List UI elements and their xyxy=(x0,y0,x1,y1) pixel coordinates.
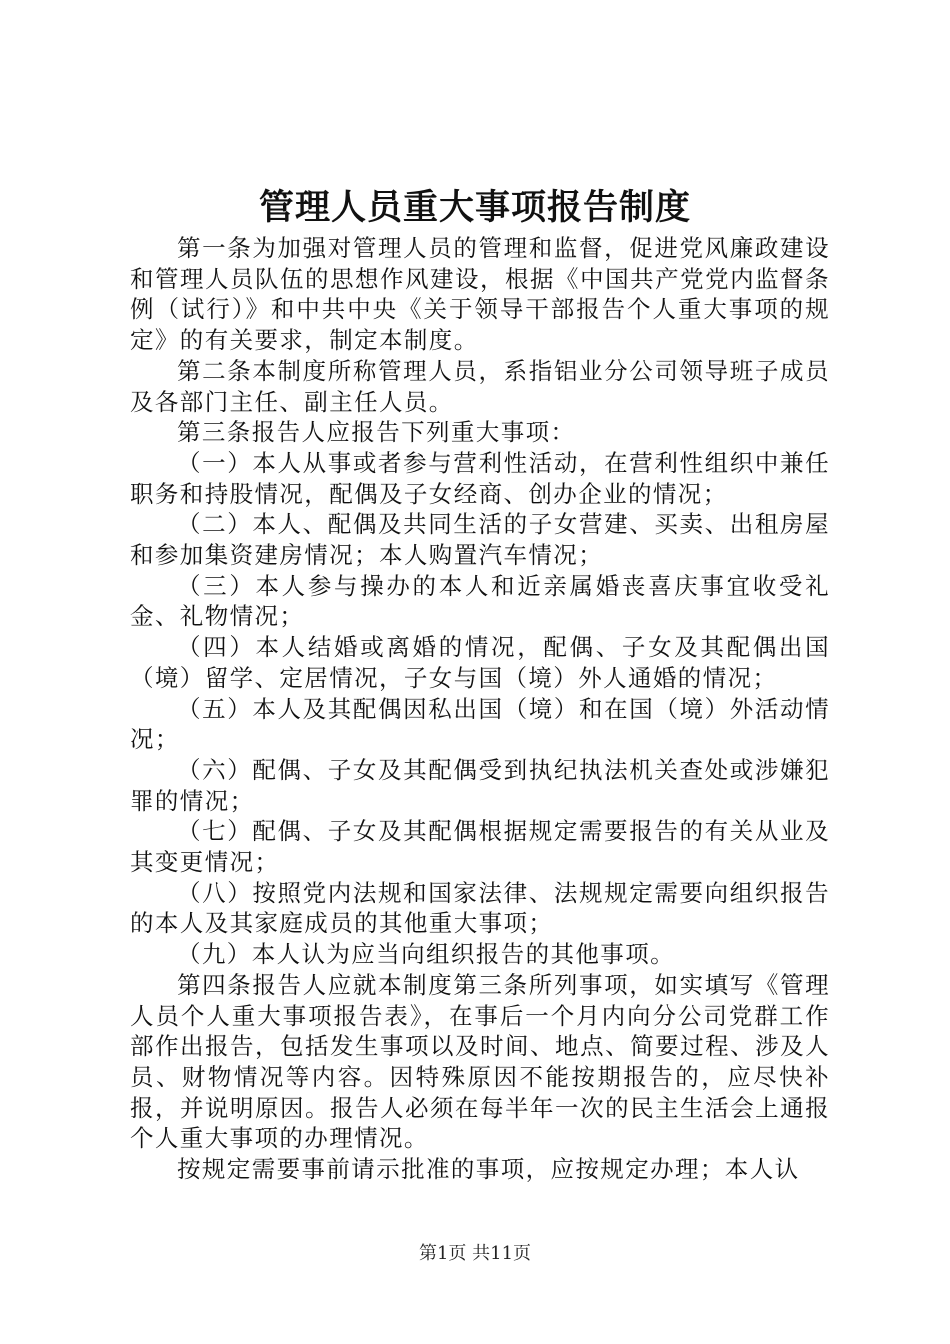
paragraph-item-6: （六）配偶、子女及其配偶受到执纪执法机关查处或涉嫌犯罪的情况； xyxy=(130,755,830,815)
paragraph-item-2: （二）本人、配偶及共同生活的子女营建、买卖、出租房屋和参加集资建房情况；本人购置汽车情况； xyxy=(130,510,830,570)
paragraph-article-3: 第三条报告人应报告下列重大事项： xyxy=(177,418,576,447)
paragraph-item-5: （五）本人及其配偶因私出国（境）和在国（境）外活动情况； xyxy=(130,694,830,754)
document-title: 管理人员重大事项报告制度 xyxy=(258,187,691,228)
page-number-footer: 第1页 共11页 xyxy=(418,1243,532,1264)
paragraph-item-1: （一）本人从事或者参与营利性活动，在营利性组织中兼任职务和持股情况，配偶及子女经商、创办企业的情况； xyxy=(130,448,830,508)
paragraph-item-8: （八）按照党内法规和国家法律、法规规定需要向组织报告的本人及其家庭成员的其他重大事项； xyxy=(130,878,830,938)
paragraph-article-4: 第四条报告人应就本制度第三条所列事项，如实填写《管理人员个人重大事项报告表》，在事后一个月内向分公司党群工作部作出报告，包括发生事项以及时间、地点、简要过程、涉及人员、财物情况等内容。因特殊原因不能按期报告的，应尽快补报，并说明原因。报告人必须在每半年一次的民主生活会上通报个人重大事项的办理情况。 xyxy=(130,970,830,1153)
paragraph-item-3: （三）本人参与操办的本人和近亲属婚丧喜庆事宜收受礼金、礼物情况； xyxy=(130,571,830,631)
paragraph-item-4: （四）本人结婚或离婚的情况，配偶、子女及其配偶出国（境）留学、定居情况，子女与国（境）外人通婚的情况； xyxy=(130,633,830,692)
paragraph-item-9: （九）本人认为应当向组织报告的其他事项。 xyxy=(177,940,675,969)
paragraph-article-1: 第一条为加强对管理人员的管理和监督，促进党风廉政建设和管理人员队伍的思想作风建设，根据《中国共产党党内监督条例（试行）》和中共中央《关于领导干部报告个人重大事项的规定》的有关要求，制定本制度。 xyxy=(130,234,830,355)
paragraph-continuation: 按规定需要事前请示批准的事项，应按规定办理；本人认 xyxy=(177,1155,800,1184)
paragraph-article-2: 第二条本制度所称管理人员，系指铝业分公司领导班子成员及各部门主任、副主任人员。 xyxy=(130,356,830,416)
paragraph-item-7: （七）配偶、子女及其配偶根据规定需要报告的有关从业及其变更情况； xyxy=(130,817,830,877)
document-body xyxy=(130,233,830,1185)
